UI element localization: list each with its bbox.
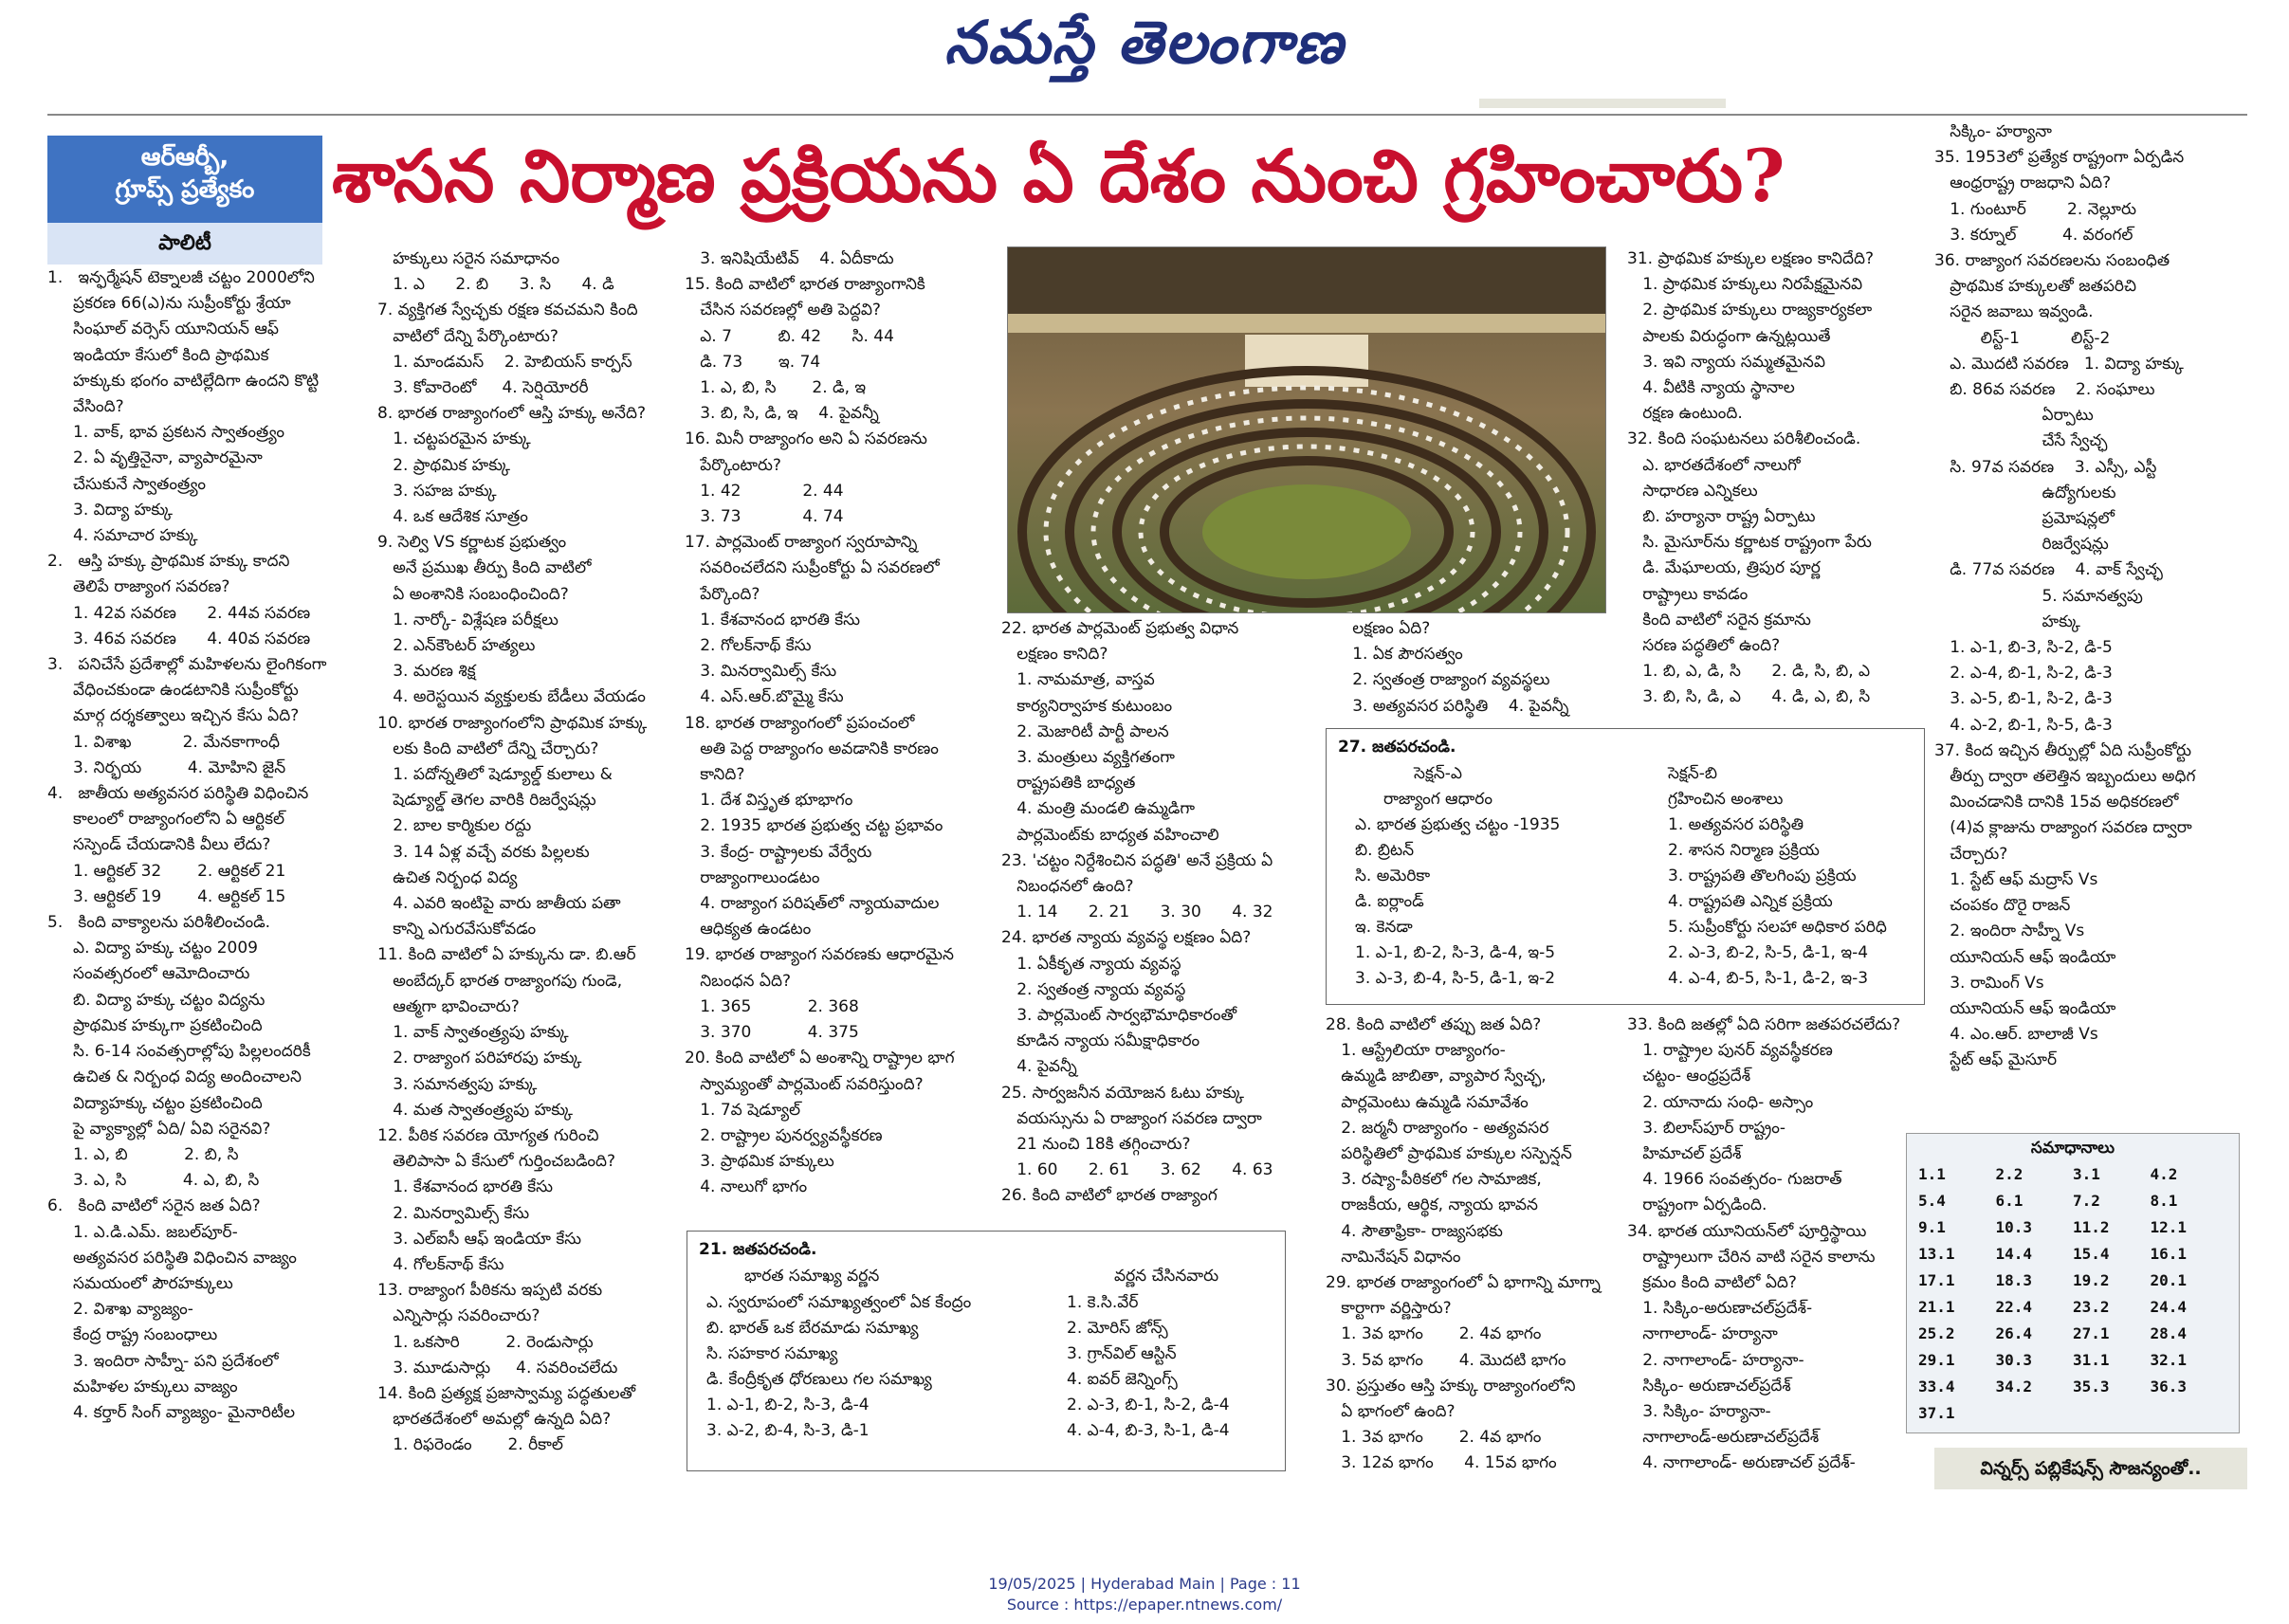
page-footer xyxy=(0,1574,2289,1615)
answer-item: 36.3 xyxy=(2150,1378,2188,1396)
column-3: 3. ఇనిషియేటివ్ 4. ఏదీకాదు 15. కింది వాటిలో భారత రాజ్యాంగానికి చేసిన సవరణల్లో అతి పెద్దవి? ఎ. 7 బి. 42 సి. 44 డి. 73 ఇ. 74 1. ఎ, బి, సి 2. డి, ఇ 3. బి, సి, డి, ఇ 4. పైవన్నీ 16. మినీ రాజ్యాంగం అని ఏ సవరణను పేర్కొంటారు? 1. 42 2. 44 3. 73 4. 74 17. పార్లమెంట్ రాజ్యాంగ స్వరూపాన్ని సవరించలేదని సుప్రీంకోర్టు ఏ సవరణలో పేర్కొంది? 1. కేశవానంద భారతి కేసు 2. గోలక్‌నాథ్ కేసు 3. మినర్వామిల్స్ కేసు 4. ఎస్.ఆర్.బొమ్మై కేసు 18. భారత రాజ్యాంగంలో ప్రపంచంలో అతి పెద్ద రాజ్యాంగం అవడానికి కారణం కానిది? 1. దేశ విస్తృత భూభాగం 2. 1935 భారత ప్రభుత్వ చట్ట ప్రభావం 3. కేంద్ర- రాష్ట్రాలకు వేర్వేరు రాజ్యాంగాలుండటం 4. రాజ్యాంగ పరిషత్‌లో న్యాయవాదుల ఆధిక్యత ఉండటం 19. భారత రాజ్యాంగ సవరణకు ఆధారమైన నిబంధన ఏది? 1. 365 2. 368 3. 370 4. 375 20. కింది వాటిలో ఏ అంశాన్ని రాష్ట్రాల భాగ స్వామ్యంతో పార్లమెంట్ సవరిస్తుంది? 1. 7వ షెడ్యూల్ 2. రాష్ట్రాల పునర్వ్యవస్థీకరణ 3. ప్రాథమిక హక్కులు 4. నాలుగో భాగం xyxy=(685,249,955,1197)
answer-item: 7.2 xyxy=(2073,1192,2100,1210)
answer-item: 10.3 xyxy=(1995,1218,2033,1236)
footer-source: Source : https://epaper.ntnews.com/ xyxy=(1006,1596,1283,1614)
box21-title: 21. జతపరచండి. xyxy=(699,1240,817,1259)
answer-item: 35.3 xyxy=(2073,1378,2110,1396)
answer-item: 2.2 xyxy=(1995,1165,2023,1183)
answer-item: 19.2 xyxy=(2073,1271,2110,1289)
box21-right-head: వర్ణన చేసినవారు xyxy=(1114,1267,1219,1286)
assembly-hall-image xyxy=(1008,247,1605,612)
section-label: పాలిటీ xyxy=(47,223,322,265)
answer-item: 27.1 xyxy=(2073,1324,2110,1342)
column-2: హక్కులు సరైన సమాధానం 1. ఎ 2. బి 3. సి 4. డి 7. వ్యక్తిగత స్వేచ్ఛకు రక్షణ కవచమని కింది వాటిలో దేన్ని పేర్కొంటారు? 1. మాండమస్ 2. హెబియస్ కార్పస్ 3. కోవారెంటో 4. సెర్షియోరరీ 8. భారత రాజ్యాంగంలో ఆస్తి హక్కు అనేది? 1. చట్టపరమైన హక్కు 2. ప్రాథమిక హక్కు 3. సహజ హక్కు 4. ఒక ఆదేశిక సూత్రం 9. సెల్వి VS కర్ణాటక ప్రభుత్వం అనే ప్రముఖ తీర్పు కింది వాటిలో ఏ అంశానికి సంబంధించింది? 1. నార్కో- విశ్లేషణ పరీక్షలు 2. ఎన్‌కౌంటర్ హత్యలు 3. మరణ శిక్ష 4. అరెస్టయిన వ్యక్తులకు బేడీలు వేయడం 10. భారత రాజ్యాంగంలోని ప్రాథమిక హక్కు లకు కింది వాటిలో దేన్ని చేర్చారు? 1. పదోన్నతిలో షెడ్యూల్డ్ కులాలు & షెడ్యూల్డ్ తెగల వారికి రిజర్వేషన్లు 2. బాల కార్మికుల రద్దు 3. 14 ఏళ్ల వచ్చే వరకు పిల్లలకు ఉచిత నిర్బంధ విద్య 4. ఎవరి ఇంటిపై వారు జాతీయ పతా కాన్ని ఎగురవేసుకోవడం 11. కింది వాటిలో ఏ హక్కును డా. బి.ఆర్ అంబేద్కర్ భారత రాజ్యాంగపు గుండె, ఆత్మగా భావించారు? 1. వాక్ స్వాతంత్ర్యపు హక్కు 2. రాజ్యాంగ పరిహారపు హక్కు 3. సమానత్వపు హక్కు 4. మత స్వాతంత్ర్యపు హక్కు 12. పీఠిక సవరణ యోగ్యత గురించి తెలిపాసా ఏ కేసులో గుర్తించబడింది? 1. కేశవానంద భారతి కేసు 2. మినర్వామిల్స్ కేసు 3. ఎల్ఐసీ ఆఫ్ ఇండియా కేసు 4. గోలక్‌నాథ్ కేసు 13. రాజ్యాంగ పీఠికను ఇప్పటి వరకు ఎన్నిసార్లు సవరించారు? 1. ఒకసారి 2. రెండుసార్లు 3. మూడుసార్లు 4. సవరించలేదు 14. కింది ప్రత్యక్ష ప్రజాస్వామ్య పద్ధతులతో భారతదేశంలో అమల్లో ఉన్నది ఏది? 1. రిఫరెండం 2. రీకాల్ xyxy=(377,249,648,1455)
answer-item: 11.2 xyxy=(2073,1218,2110,1236)
answer-item: 20.1 xyxy=(2150,1271,2188,1289)
parliament-photo xyxy=(1007,246,1606,613)
column-6-bottom: 33. కింది జతల్లో ఏది సరిగా జతపరచలేదు? 1. రాష్ట్రాల పునర్ వ్యవస్థీకరణ చట్టం- ఆంధ్రప్రదేశ్ 2. యానాదు సంధి- అస్సాం 3. బిలాస్‌పూర్ రాష్ట్రం- హిమాచల్ ప్రదేశ్ 4. 1966 సంవత్సరం- గుజరాత్ రాష్ట్రంగా ఏర్పడింది. 34. భారత యూనియన్‌లో పూర్తిస్థాయి రాష్ట్రాలుగా చేరిన వాటి సరైన కాలాను క్రమం కింది వాటిలో ఏది? 1. సిక్కిం-అరుణాచల్‌ప్రదేశ్- నాగాలాండ్- హర్యానా 2. నాగాలాండ్- హర్యానా- సిక్కిం- అరుణాచల్‌ప్రదేశ్ 3. సిక్కిం- హర్యానా- నాగాలాండ్-అరుణాచల్‌ప్రదేశ్ 4. నాగాలాండ్- అరుణాచల్ ప్రదేశ్- xyxy=(1627,1015,1901,1473)
answer-item: 30.3 xyxy=(1995,1351,2033,1369)
answer-item: 9.1 xyxy=(1918,1218,1946,1236)
masthead xyxy=(0,0,2289,95)
answer-item: 5.4 xyxy=(1918,1192,1946,1210)
answer-item: 15.4 xyxy=(2073,1245,2110,1263)
box27-right-list: 1. అత్యవసర పరిస్థితి 2. శాసన నిర్మాణ ప్రక్రియ 3. రాష్ట్రపతి తొలగింపు ప్రక్రియ 4. రాష్ట్రపతి ఎన్నిక ప్రక్రియ 5. సుప్రీంకోర్టు సలహా అధికార పరిధి 2. ఎ-3, బి-2, సి-5, డి-1, ఇ-4 4. ఎ-4, బి-5, సి-1, డి-2, ఇ-3 xyxy=(1668,815,1887,988)
answer-item: 25.2 xyxy=(1918,1324,1955,1342)
answer-item: 6.1 xyxy=(1995,1192,2023,1210)
box21-left-head: భారత సమాఖ్య వర్ణన xyxy=(744,1267,880,1286)
box27-right-head: సెక్షన్-బి గ్రహించిన అంశాలు xyxy=(1668,764,1784,809)
answer-item: 32.1 xyxy=(2150,1351,2188,1369)
answer-item: 12.1 xyxy=(2150,1218,2188,1236)
answer-item: 16.1 xyxy=(2150,1245,2188,1263)
answer-item: 24.4 xyxy=(2150,1298,2188,1316)
answer-key xyxy=(1906,1133,2240,1433)
newspaper-logo: నమస్తే తెలంగాణ xyxy=(943,8,1346,77)
answer-item: 34.2 xyxy=(1995,1378,2033,1396)
box27-title: 27. జతపరచండి. xyxy=(1338,738,1456,757)
column-7: సిక్కిం- హర్యానా 35. 1953లో ప్రత్యేక రాష్ట్రంగా ఏర్పడిన ఆంధ్రరాష్ట్ర రాజధాని ఏది? 1. గుంటూర్ 2. నెల్లూరు 3. కర్నూల్ 4. వరంగల్ 36. రాజ్యాంగ సవరణలను సంబంధిత ప్రాథమిక హక్కులతో జతపరిచి సరైన జవాబు ఇవ్వండి. లిస్ట్-1 లిస్ట్-2 ఎ. మొదటి సవరణ 1. విద్యా హక్కు బి. 86వ సవరణ 2. సంఘాలు ఏర్పాటు చేసే స్వేచ్ఛ సి. 97వ సవరణ 3. ఎస్సీ, ఎస్టీ ఉద్యోగులకు ప్రమోషన్లలో రిజర్వేషన్లు డి. 77వ సవరణ 4. వాక్ స్వేచ్ఛ 5. సమానత్వపు హక్కు 1. ఎ-1, బి-3, సి-2, డి-5 2. ఎ-4, బి-1, సి-2, డి-3 3. ఎ-5, బి-1, సి-2, డి-3 4. ఎ-2, బి-1, సి-5, డి-3 37. కింద ఇచ్చిన తీర్పుల్లో ఏది సుప్రీంకోర్టు తీర్పు ద్వారా తలెత్తిన ఇబ్బందులు అధిగ మించడానికి దానికి 15వ అధికరణలో (4)వ క్లాజును రాజ్యాంగ సవరణ ద్వారా చేర్చారు? 1. స్టేట్ ఆఫ్ మద్రాస్ Vs చంపకం దొరై రాజన్ 2. ఇందిరా సాహ్నీ Vs యూనియన్ ఆఫ్ ఇండియా 3. రామింగ్ Vs యూనియన్ ఆఫ్ ఇండియా 4. ఎం.ఆర్. బాలాజీ Vs స్టేట్ ఆఫ్ మైసూర్ xyxy=(1934,122,2196,1070)
masthead-accent-bar xyxy=(1479,99,1726,108)
answer-item: 22.4 xyxy=(1995,1298,2033,1316)
box27-left-list: ఎ. భారత ప్రభుత్వ చట్టం -1935 బి. బ్రిటన్ సి. అమెరికా డి. ఐర్లాండ్ ఇ. కెనడా 1. ఎ-1, బి-2, సి-3, డి-4, ఇ-5 3. ఎ-3, బి-4, సి-5, డి-1, ఇ-2 xyxy=(1355,815,1561,988)
answer-key-grid xyxy=(1907,1162,2239,1425)
match-box-27 xyxy=(1326,728,1925,1005)
tag-line-1: ఆర్ఆర్బీ, xyxy=(140,143,229,172)
credit-line: విన్నర్స్ పబ్లికేషన్స్ సౌజన్యంతో.. xyxy=(1934,1448,2247,1489)
footer-date-edition: 19/05/2025 | Hyderabad Main | Page : 11 xyxy=(988,1575,1301,1593)
answer-item: 37.1 xyxy=(1918,1404,1955,1422)
answer-item: 8.1 xyxy=(2150,1192,2178,1210)
answer-item: 18.3 xyxy=(1995,1271,2033,1289)
answer-key-title: సమాధానాలు xyxy=(2030,1139,2115,1158)
answer-item: 28.4 xyxy=(2150,1324,2188,1342)
answer-item: 31.1 xyxy=(2073,1351,2110,1369)
answer-item: 14.4 xyxy=(1995,1245,2033,1263)
answer-item: 29.1 xyxy=(1918,1351,1955,1369)
masthead-rule xyxy=(47,114,2247,116)
answer-item: 33.4 xyxy=(1918,1378,1955,1396)
headline: శాసన నిర్మాణ ప్రక్రియను ఏ దేశం నుంచి గ్రహించారు? xyxy=(332,134,1785,218)
answer-item: 4.2 xyxy=(2150,1165,2178,1183)
box21-right-list: 1. కె.సి.వేర్ 2. మోరిస్ జోన్స్ 3. గ్రాన్‌విల్ ఆస్టిన్ 4. ఐవర్ జెన్నింగ్స్ 2. ఎ-3, బి-1, సి-2, డి-4 4. ఎ-4, బి-3, సి-1, డి-4 xyxy=(1067,1293,1230,1440)
tag-line-2: గ్రూప్స్ ప్రత్యేకం xyxy=(115,175,255,204)
answer-item: 1.1 xyxy=(1918,1165,1946,1183)
column-4: 22. భారత పార్లమెంట్ ప్రభుత్వ విధాన లక్షణం కానిది? 1. నామమాత్ర, వాస్తవ కార్యనిర్వాహక కుటుంబం 2. మెజారిటీ పార్టీ పాలన 3. మంత్రులు వ్యక్తిగతంగా రాష్ట్రపతికి బాధ్యత 4. మంత్రి మండలి ఉమ్మడిగా పార్లమెంట్‌కు బాధ్యత వహించాలి 23. 'చట్టం నిర్దేశించిన పద్ధతి' అనే ప్రక్రియ ఏ నిబంధనలో ఉంది? 1. 14 2. 21 3. 30 4. 32 24. భారత న్యాయ వ్యవస్థ లక్షణం ఏది? 1. ఏకీకృత న్యాయ వ్యవస్థ 2. స్వతంత్ర న్యాయ వ్యవస్థ 3. పార్లమెంట్ సార్వభౌమాధికారంతో కూడిన న్యాయ సమీక్షాధికారం 4. పైవన్నీ 25. సార్వజనీన వయోజన ఓటు హక్కు వయస్సును ఏ రాజ్యాంగ సవరణ ద్వారా 21 నుంచి 18కి తగ్గించారు? 1. 60 2. 61 3. 62 4. 63 26. కింది వాటిలో భారత రాజ్యాంగ xyxy=(1001,619,1273,1206)
column-5: 28. కింది వాటిలో తప్పు జత ఏది? 1. ఆస్ట్రేలియా రాజ్యాంగం- ఉమ్మడి జాబితా, వ్యాపార స్వేచ్ఛ, పార్లమెంటు ఉమ్మడి సమావేశం 2. జర్మనీ రాజ్యాంగం - అత్యవసర పరిస్థితిలో ప్రాథమిక హక్కుల సస్పెన్షన్ 3. రష్యా-పీఠికలో గల సామాజిక, రాజకీయ, ఆర్థిక, న్యాయ భావన 4. సౌతాఫ్రికా- రాజ్యసభకు నామినేషన్ విధానం 29. భారత రాజ్యాంగంలో ఏ భాగాన్ని మాగ్నా కార్టాగా వర్ణిస్తారు? 1. 3వ భాగం 2. 4వ భాగం 3. 5వ భాగం 4. మొదటి భాగం 30. ప్రస్తుతం ఆస్తి హక్కు రాజ్యాంగంలోని ఏ భాగంలో ఉంది? 1. 3వ భాగం 2. 4వ భాగం 3. 12వ భాగం 4. 15వ భాగం xyxy=(1326,1015,1601,1473)
column-1: 1. ఇన్ఫర్మేషన్ టెక్నాలజీ చట్టం 2000లోని ప్రకరణ 66(ఎ)ను సుప్రీంకోర్టు శ్రేయా సింఘాల్ వర్సెస్ యూనియన్ ఆఫ్ ఇండియా కేసులో కింది ప్రాథమిక హక్కుకు భంగం వాటిల్లేదిగా ఉందని కొట్టి వేసింది? 1. వాక్, భావ ప్రకటన స్వాతంత్ర్యం 2. ఏ వృత్తినైనా, వ్యాపారమైనా చేసుకునే స్వాతంత్ర్యం 3. విద్యా హక్కు 4. సమాచార హక్కు 2. ఆస్తి హక్కు ప్రాథమిక హక్కు కాదని తెలిపే రాజ్యాంగ సవరణ? 1. 42వ సవరణ 2. 44వ సవరణ 3. 46వ సవరణ 4. 40వ సవరణ 3. పనిచేసే ప్రదేశాల్లో మహిళలను లైంగికంగా వేధించకుండా ఉండటానికి సుప్రీంకోర్టు మార్గ దర్శకత్వాలు ఇచ్చిన కేసు ఏది? 1. విశాఖ 2. మేనకాగాంధీ 3. నిర్భయ 4. మోహిని జైన్ 4. జాతీయ అత్యవసర పరిస్థితి విధించిన కాలంలో రాజ్యాంగంలోని ఏ ఆర్టికల్ సస్పెండ్ చేయడానికి వీలు లేదు? 1. ఆర్టికల్ 32 2. ఆర్టికల్ 21 3. ఆర్టికల్ 19 4. ఆర్టికల్ 15 5. కింది వాక్యాలను పరిశీలించండి. ఎ. విద్యా హక్కు చట్టం 2009 సంవత్సరంలో ఆమోదించారు బి. విద్యా హక్కు చట్టం విద్యను ప్రాథమిక హక్కుగా ప్రకటించింది సి. 6-14 సంవత్సరాల్లోపు పిల్లలందరికీ ఉచిత & నిర్బంధ విద్య అందించాలని విద్యాహక్కు చట్టం ప్రకటించింది పై వ్యాక్యాల్లో ఏది/ ఏవి సరైనవి? 1. ఎ, బి 2. బి, సి 3. ఎ, సి 4. ఎ, బి, సి 6. కింది వాటిలో సరైన జత ఏది? 1. ఎ.డి.ఎమ్. జబల్‌పూర్- అత్యవసర పరిస్థితి విధించిన వాజ్యం సమయంలో పౌరహక్కులు 2. విశాఖ వ్యాజ్యం- కేంద్ర రాష్ట్ర సంబంధాలు 3. ఇందిరా సాహ్నీ- పని ప్రదేశంలో మహిళల హక్కులు వాజ్యం 4. కర్తార్ సింగ్ వ్యాజ్యం- మైనారిటీల xyxy=(47,268,327,1422)
box27-left-head: సెక్షన్-ఎ రాజ్యాంగ ఆధారం xyxy=(1383,764,1493,809)
column-5-top: లక్షణం ఏది? 1. ఏక పౌరసత్వం 2. స్వతంత్ర రాజ్యాంగ వ్యవస్థలు 3. అత్యవసర పరిస్థితి 4. పైవన్నీ xyxy=(1352,619,1569,716)
answer-item: 21.1 xyxy=(1918,1298,1955,1316)
column-6: 31. ప్రాథమిక హక్కుల లక్షణం కానిదేది? 1. ప్రాథమిక హక్కులు నిరపేక్షమైనవి 2. ప్రాథమిక హక్కులు రాజ్యకార్యకలా పాలకు విరుద్ధంగా ఉన్నట్లయితే 3. ఇవి న్యాయ సమ్మతమైనవి 4. వీటికి న్యాయ స్థానాల రక్షణ ఉంటుంది. 32. కింది సంఘటనలు పరిశీలించండి. ఎ. భారతదేశంలో నాలుగో సాధారణ ఎన్నికలు బి. హర్యానా రాష్ట్ర ఏర్పాటు సి. మైసూర్‌ను కర్ణాటక రాష్ట్రంగా పేరు డి. మేఘాలయ, త్రిపుర పూర్ణ రాష్ట్రాలు కావడం కింది వాటిలో సరైన క్రమాను సరణ పద్ధతిలో ఉంది? 1. బి, ఎ, డి, సి 2. డి, సి, బి, ఎ 3. బి, సి, డి, ఎ 4. డి, ఎ, బి, సి xyxy=(1627,249,1874,707)
answer-item: 17.1 xyxy=(1918,1271,1955,1289)
box21-left-list: ఎ. స్వరూపంలో సమాఖ్యత్వంలో ఏక కేంద్రం బి. భారత్ ఒక బేరమాడు సమాఖ్య సి. సహకార సమాఖ్య డి. కేంద్రీకృత ధోరణులు గల సమాఖ్య 1. ఎ-1, బి-2, సి-3, డి-4 3. ఎ-2, బి-4, సి-3, డి-1 xyxy=(706,1293,972,1440)
answer-item: 3.1 xyxy=(2073,1165,2100,1183)
match-box-21 xyxy=(687,1231,1286,1471)
answer-item: 23.2 xyxy=(2073,1298,2110,1316)
answer-item: 26.4 xyxy=(1995,1324,2033,1342)
answer-item: 13.1 xyxy=(1918,1245,1955,1263)
